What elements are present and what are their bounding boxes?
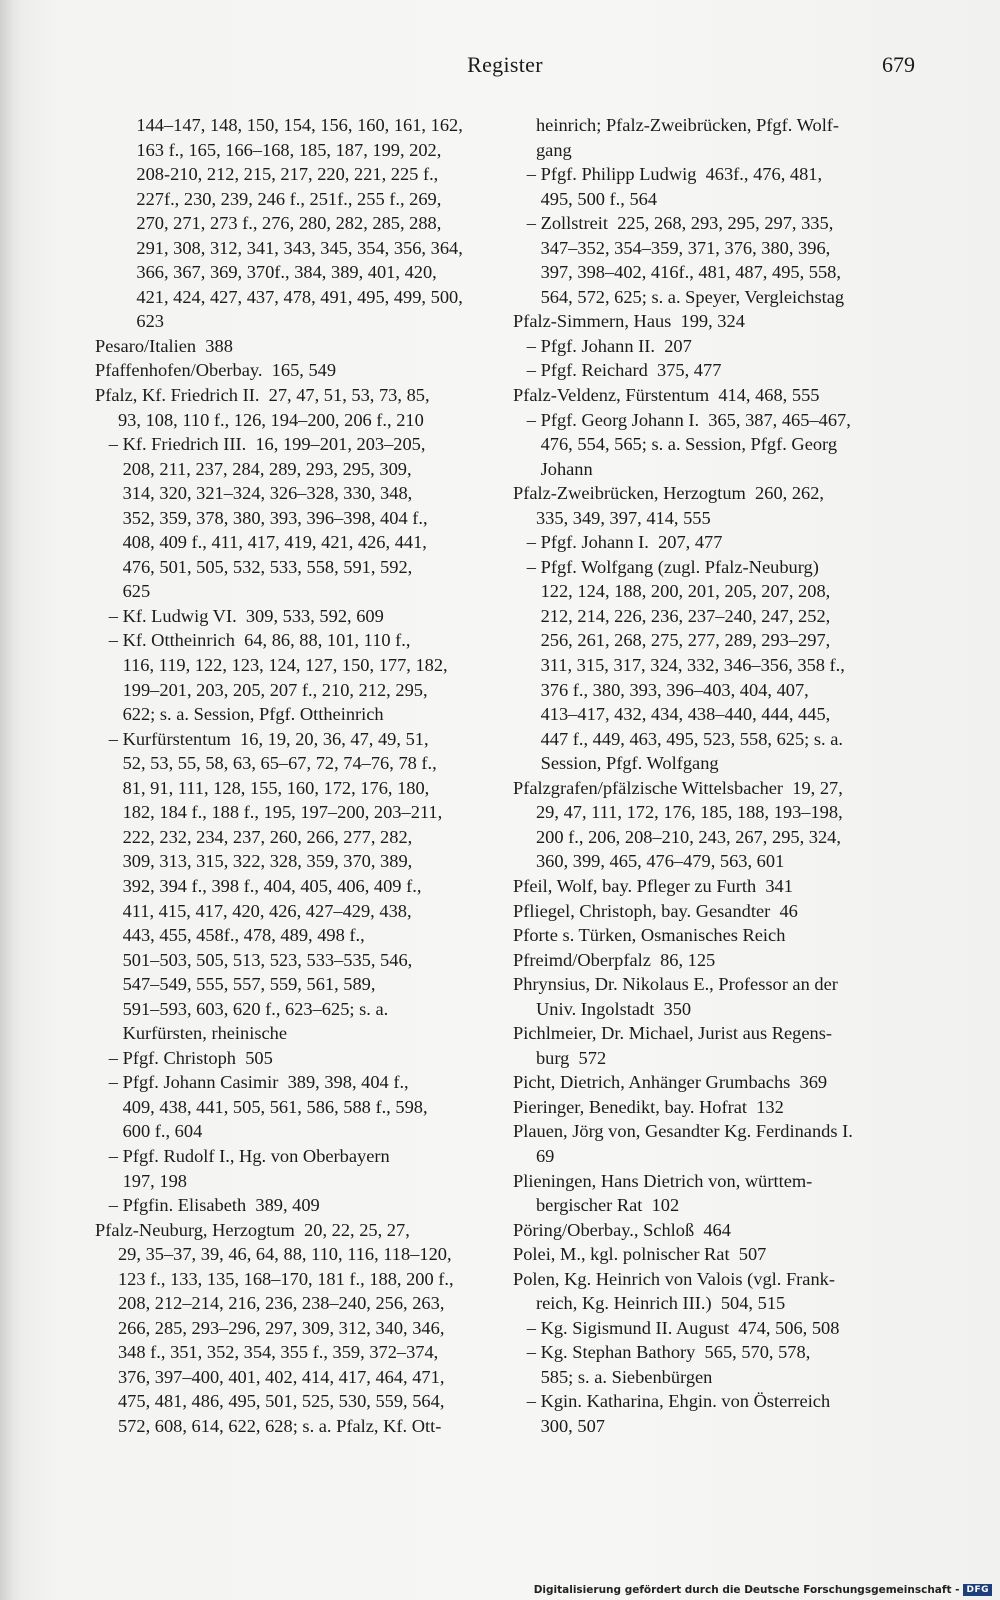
index-column-left <box>95 113 490 1439</box>
index-line: 123 f., 133, 135, 168–170, 181 f., 188, 200 f., <box>95 1268 454 1289</box>
index-line: 475, 481, 486, 495, 501, 525, 530, 559, 564, <box>95 1391 445 1412</box>
index-line: Pfaffenhofen/Oberbay. 165, 549 <box>95 360 337 381</box>
index-line: reich, Kg. Heinrich III.) 504, 515 <box>513 1293 786 1314</box>
index-line: 352, 359, 378, 380, 393, 396–398, 404 f., <box>95 507 428 528</box>
index-line: 256, 261, 268, 275, 277, 289, 293–297, <box>513 630 831 651</box>
index-line: 392, 394 f., 398 f., 404, 405, 406, 409 f., <box>95 875 422 896</box>
index-line: 163 f., 165, 166–168, 185, 187, 199, 202, <box>95 139 442 160</box>
index-line: 411, 415, 417, 420, 426, 427–429, 438, <box>95 900 412 921</box>
footer-text: Digitalisierung gefördert durch die Deutsche Forschungsgemeinschaft - <box>533 1584 960 1596</box>
index-line: Pfeil, Wolf, bay. Pfleger zu Furth 341 <box>513 875 793 896</box>
index-line: Pesaro/Italien 388 <box>95 335 233 356</box>
index-line: – Kurfürstentum 16, 19, 20, 36, 47, 49, 51, <box>95 728 429 749</box>
index-line: 291, 308, 312, 341, 343, 345, 354, 356, 364, <box>95 237 463 258</box>
index-line: 222, 232, 234, 237, 260, 266, 277, 282, <box>95 826 413 847</box>
index-line: – Pfgf. Rudolf I., Hg. von Oberbayern <box>95 1145 390 1166</box>
index-line: 200 f., 206, 208–210, 243, 267, 295, 324, <box>513 826 841 847</box>
page-number: 679 <box>882 52 915 77</box>
index-line: – Pfgf. Georg Johann I. 365, 387, 465–467, <box>513 409 851 430</box>
index-line: 585; s. a. Siebenbürgen <box>513 1366 713 1387</box>
binding-shadow <box>0 0 22 1600</box>
index-line: – Pfgf. Johann Casimir 389, 398, 404 f., <box>95 1072 409 1093</box>
index-line: Phrynsius, Dr. Nikolaus E., Professor an der <box>513 974 838 995</box>
index-line: 199–201, 203, 205, 207 f., 210, 212, 295, <box>95 679 428 700</box>
index-line: – Pfgf. Christoph 505 <box>95 1047 273 1068</box>
index-line: – Pfgf. Johann I. 207, 477 <box>513 532 723 553</box>
digitization-footer <box>534 1584 992 1596</box>
index-line: Plieningen, Hans Dietrich von, württem- <box>513 1170 813 1191</box>
index-line: 591–593, 603, 620 f., 623–625; s. a. <box>95 998 389 1019</box>
index-line: 413–417, 432, 434, 438–440, 444, 445, <box>513 704 831 725</box>
index-line: 52, 53, 55, 58, 63, 65–67, 72, 74–76, 78 f., <box>95 753 437 774</box>
index-line: Johann <box>513 458 593 479</box>
index-line: – Pfgf. Wolfgang (zugl. Pfalz-Neuburg) <box>513 556 819 577</box>
index-line: heinrich; Pfalz-Zweibrücken, Pfgf. Wolf- <box>513 115 840 135</box>
index-line: 270, 271, 273 f., 276, 280, 282, 285, 288, <box>95 213 442 234</box>
index-line: – Pfgf. Philipp Ludwig 463f., 476, 481, <box>513 164 823 185</box>
index-line: Polei, M., kgl. polnischer Rat 507 <box>513 1244 767 1265</box>
index-line: – Pfgf. Johann II. 207 <box>513 335 692 356</box>
index-line: – Pfgf. Reichard 375, 477 <box>513 360 722 381</box>
index-line: Pfalzgrafen/pfälzische Wittelsbacher 19, 27, <box>513 777 843 798</box>
index-line: gang <box>513 139 572 160</box>
index-line: Pichlmeier, Dr. Michael, Jurist aus Regens- <box>513 1023 832 1044</box>
index-line: Session, Pfgf. Wolfgang <box>513 753 719 774</box>
index-line: 208, 211, 237, 284, 289, 293, 295, 309, <box>95 458 412 479</box>
index-line: Pfliegel, Christoph, bay. Gesandter 46 <box>513 900 798 921</box>
index-line: 600 f., 604 <box>95 1121 203 1142</box>
index-line: Pfalz-Veldenz, Fürstentum 414, 468, 555 <box>513 385 820 406</box>
index-line: Pfalz-Simmern, Haus 199, 324 <box>513 311 745 332</box>
running-header-title: Register <box>467 52 543 77</box>
index-line: 409, 438, 441, 505, 561, 586, 588 f., 598, <box>95 1096 428 1117</box>
index-line: 623 <box>95 311 164 332</box>
index-line: 366, 367, 369, 370f., 384, 389, 401, 420, <box>95 262 437 283</box>
index-line: 622; s. a. Session, Pfgf. Ottheinrich <box>95 704 384 725</box>
index-line: – Zollstreit 225, 268, 293, 295, 297, 335, <box>513 213 834 234</box>
index-column-right <box>513 113 913 1439</box>
index-line: Pieringer, Benedikt, bay. Hofrat 132 <box>513 1096 784 1117</box>
index-line: 501–503, 505, 513, 523, 533–535, 546, <box>95 949 413 970</box>
index-line: 182, 184 f., 188 f., 195, 197–200, 203–211, <box>95 802 443 823</box>
index-line: 69 <box>513 1145 555 1166</box>
index-line: – Kf. Ottheinrich 64, 86, 88, 101, 110 f., <box>95 630 411 651</box>
index-line: Univ. Ingolstadt 350 <box>513 998 692 1019</box>
index-line: 447 f., 449, 463, 495, 523, 558, 625; s. a. <box>513 728 843 749</box>
index-line: 122, 124, 188, 200, 201, 205, 207, 208, <box>513 581 831 602</box>
index-line: 227f., 230, 239, 246 f., 251f., 255 f., 269, <box>95 188 442 209</box>
index-line: 397, 398–402, 416f., 481, 487, 495, 558, <box>513 262 841 283</box>
index-line: 347–352, 354–359, 371, 376, 380, 396, <box>513 237 831 258</box>
index-line: Pfreimd/Oberpfalz 86, 125 <box>513 949 716 970</box>
index-line: 29, 35–37, 39, 46, 64, 88, 110, 116, 118–120, <box>95 1244 452 1265</box>
index-line: 360, 399, 465, 476–479, 563, 601 <box>513 851 785 872</box>
index-line: 421, 424, 427, 437, 478, 491, 495, 499, 500, <box>95 286 463 307</box>
index-line: 572, 608, 614, 622, 628; s. a. Pfalz, Kf. Ott- <box>95 1415 442 1436</box>
index-line: 144–147, 148, 150, 154, 156, 160, 161, 162, <box>95 115 463 135</box>
index-line: 495, 500 f., 564 <box>513 188 658 209</box>
index-line: 208-210, 212, 215, 217, 220, 221, 225 f., <box>95 164 439 185</box>
dfg-logo: DFG <box>963 1584 992 1596</box>
index-line: 376 f., 380, 393, 396–403, 404, 407, <box>513 679 809 700</box>
index-line: – Kf. Friedrich III. 16, 199–201, 203–205, <box>95 434 426 455</box>
index-line: 309, 313, 315, 322, 328, 359, 370, 389, <box>95 851 413 872</box>
index-line: 208, 212–214, 216, 236, 238–240, 256, 263, <box>95 1293 445 1314</box>
index-line: 443, 455, 458f., 478, 489, 498 f., <box>95 925 365 946</box>
index-line: 625 <box>95 581 151 602</box>
index-line: 376, 397–400, 401, 402, 414, 417, 464, 471, <box>95 1366 445 1387</box>
index-line: Plauen, Jörg von, Gesandter Kg. Ferdinands I. <box>513 1121 853 1142</box>
index-line: 547–549, 555, 557, 559, 561, 589, <box>95 974 376 995</box>
index-line: 408, 409 f., 411, 417, 419, 421, 426, 441, <box>95 532 427 553</box>
index-line: 311, 315, 317, 324, 332, 346–356, 358 f., <box>513 655 845 676</box>
index-line: 197, 198 <box>95 1170 187 1191</box>
index-line: 116, 119, 122, 123, 124, 127, 150, 177, 182, <box>95 655 448 676</box>
index-line: 564, 572, 625; s. a. Speyer, Vergleichstag <box>513 286 845 307</box>
index-line: – Kgin. Katharina, Ehgin. von Österreich <box>513 1391 831 1412</box>
index-line: Kurfürsten, rheinische <box>95 1023 288 1044</box>
index-line: – Kf. Ludwig VI. 309, 533, 592, 609 <box>95 605 384 626</box>
index-line: 348 f., 351, 352, 354, 355 f., 359, 372–374, <box>95 1342 439 1363</box>
index-line: 29, 47, 111, 172, 176, 185, 188, 193–198, <box>513 802 843 823</box>
index-line: 93, 108, 110 f., 126, 194–200, 206 f., 210 <box>95 409 424 430</box>
index-line: Picht, Dietrich, Anhänger Grumbachs 369 <box>513 1072 828 1093</box>
index-line: 300, 507 <box>513 1415 605 1436</box>
index-line: Pöring/Oberbay., Schloß 464 <box>513 1219 731 1240</box>
index-line: 212, 214, 226, 236, 237–240, 247, 252, <box>513 605 831 626</box>
index-line: Polen, Kg. Heinrich von Valois (vgl. Frank- <box>513 1268 835 1289</box>
index-line: 476, 501, 505, 532, 533, 558, 591, 592, <box>95 556 413 577</box>
index-line: burg 572 <box>513 1047 607 1068</box>
index-line: bergischer Rat 102 <box>513 1195 680 1216</box>
index-line: – Kg. Sigismund II. August 474, 506, 508 <box>513 1317 840 1338</box>
index-line: – Kg. Stephan Bathory 565, 570, 578, <box>513 1342 811 1363</box>
index-line: 81, 91, 111, 128, 155, 160, 172, 176, 180, <box>95 777 430 798</box>
index-line: – Pfgfin. Elisabeth 389, 409 <box>95 1195 320 1216</box>
index-line: Pforte s. Türken, Osmanisches Reich <box>513 925 786 946</box>
index-line: Pfalz-Zweibrücken, Herzogtum 260, 262, <box>513 483 825 504</box>
index-line: 266, 285, 293–296, 297, 309, 312, 340, 346, <box>95 1317 445 1338</box>
index-line: Pfalz-Neuburg, Herzogtum 20, 22, 25, 27, <box>95 1219 410 1240</box>
index-line: 314, 320, 321–324, 326–328, 330, 348, <box>95 483 413 504</box>
index-line: Pfalz, Kf. Friedrich II. 27, 47, 51, 53, 73, 85, <box>95 385 430 406</box>
index-line: 335, 349, 397, 414, 555 <box>513 507 711 528</box>
index-line: 476, 554, 565; s. a. Session, Pfgf. Georg <box>513 434 838 455</box>
